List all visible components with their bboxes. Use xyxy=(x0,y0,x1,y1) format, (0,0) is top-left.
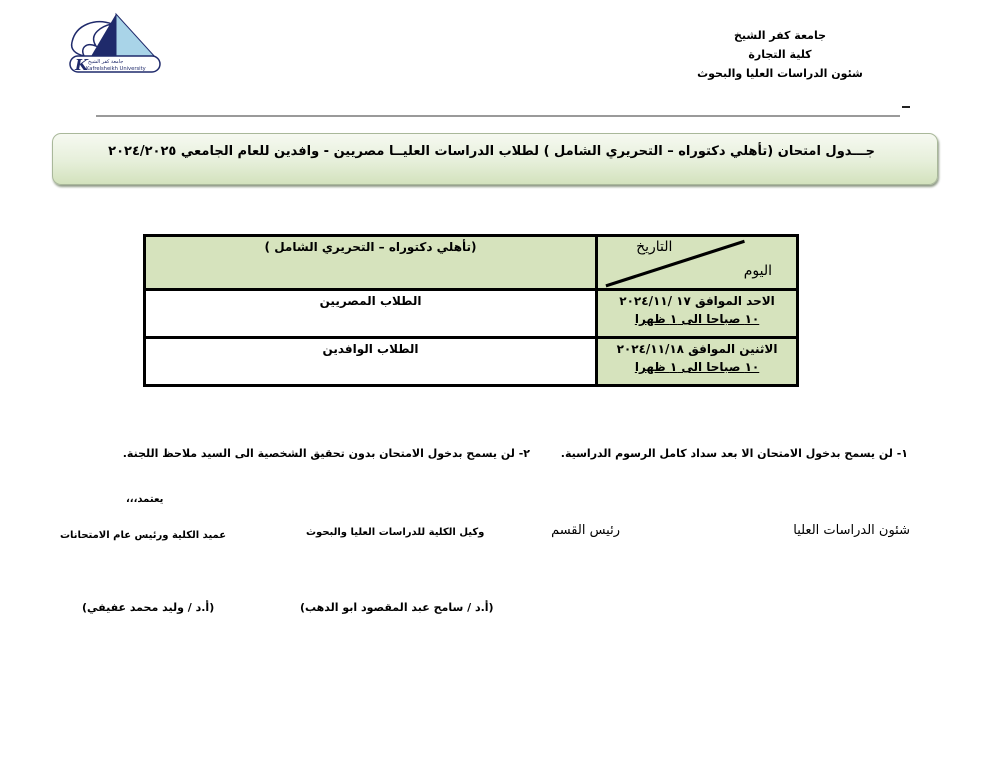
header-block xyxy=(680,26,880,83)
title-banner xyxy=(52,133,938,185)
kafrelsheikh-university-logo-icon xyxy=(66,12,164,74)
table-header-row xyxy=(145,236,798,290)
date-cell xyxy=(597,338,798,386)
svg-text:K: K xyxy=(75,56,89,74)
note-fees: ١- لن يسمح بدخول الامتحان الا بعد سداد كامل الرسوم الدراسية. xyxy=(560,447,908,460)
university-name: جامعة كفر الشيخ xyxy=(733,29,827,42)
exam-time: ١٠ صباحا الى ١ ظهرا xyxy=(634,312,760,326)
exam-date: الاحد الموافق ١٧ /٢٠٢٤/١١ xyxy=(619,294,775,308)
date-cell xyxy=(597,290,798,338)
signature-dean-name: (أ.د / وليد محمد عفيفي) xyxy=(82,601,215,614)
signature-vice-dean-title: وكيل الكلية للدراسات العليا والبحوث xyxy=(306,527,485,538)
signature-department-head: رئيس القسم xyxy=(551,523,620,538)
exam-date: الاثنين الموافق ٢٠٢٤/١١/١٨ xyxy=(616,342,778,356)
university-logo xyxy=(66,12,164,74)
logo-english-text: Kafrelsheikh University xyxy=(86,66,146,72)
table-row xyxy=(145,338,798,386)
header-date-label: التاريخ xyxy=(636,239,673,255)
table-row xyxy=(145,290,798,338)
separator-dash xyxy=(902,106,910,108)
header-separator xyxy=(96,115,900,117)
signature-graduate-affairs: شئون الدراسات العليا xyxy=(793,523,910,538)
approval-label: يعتمد،،، xyxy=(126,494,164,505)
exam-schedule-table xyxy=(143,234,799,387)
exam-time: ١٠ صباحا الى ١ ظهرا xyxy=(634,360,760,374)
student-group: الطلاب المصريين xyxy=(145,290,597,338)
diagonal-header-cell xyxy=(597,236,798,290)
signature-vice-dean-name: (أ.د / سامح عبد المقصود ابو الدهب) xyxy=(300,601,494,614)
note-identity: ٢- لن يسمح بدخول الامتحان بدون تحقيق الشخصية الى السيد ملاحظ اللجنة. xyxy=(122,447,530,460)
signature-dean-title: عميد الكلية ورئيس عام الامتحانات xyxy=(60,530,227,541)
department-name: شئون الدراسات العليا والبحوث xyxy=(697,67,863,80)
header-day-label: اليوم xyxy=(743,263,772,279)
header-exam-label: (تأهلي دكتوراه – التحريري الشامل ) xyxy=(145,236,597,290)
logo-arabic-text: جامعة كفر الشيخ xyxy=(88,59,124,65)
document-title: جـــدول امتحان (تأهلي دكتوراه – التحريري الشامل ) لطلاب الدراسات العليــا مصريين - وافدين للعام الجامعي ٢٠٢٤/٢٠٢٥ xyxy=(108,144,875,159)
faculty-name: كلية التجارة xyxy=(748,48,812,61)
student-group: الطلاب الوافدين xyxy=(145,338,597,386)
